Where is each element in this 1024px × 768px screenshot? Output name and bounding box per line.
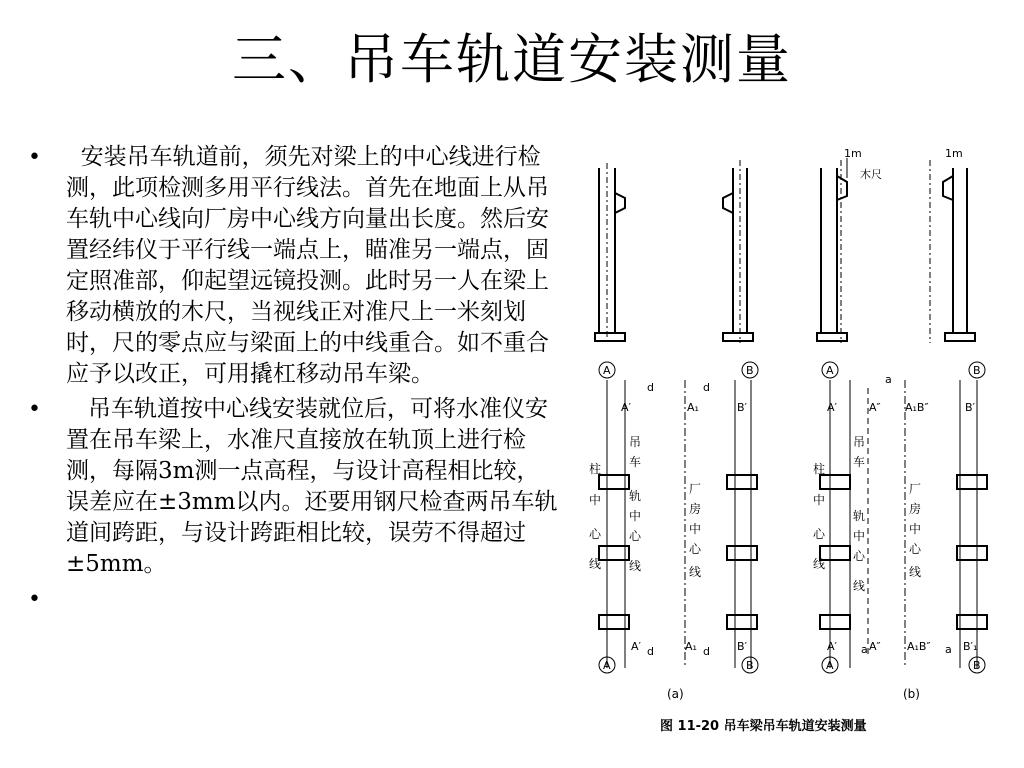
axis-a-top-b: A [826, 364, 834, 377]
crane-rail-survey-figure [585, 148, 1005, 748]
axis-b-top-a: B [746, 364, 754, 377]
one-meter-label-right: 1m [945, 148, 963, 160]
plant-cl-b-1: 厂 [909, 482, 922, 496]
axis-a-top-a: A [603, 364, 611, 377]
label-a-dprime-bottom: A″ [869, 640, 881, 653]
dim-d-bottom-right: d [703, 645, 710, 658]
label-a1-bottom: A₁ [685, 640, 697, 653]
dim-d-top-right: d [703, 381, 710, 394]
bullet-marker: • [28, 587, 41, 612]
label-a-prime-top-b: A′ [827, 401, 838, 414]
plant-cl-b-3: 中 [909, 522, 922, 536]
crane-rail-cl-b-4: 中 [853, 529, 866, 543]
column-cl-b-3: 心 [813, 527, 826, 541]
plan-view-b [820, 362, 987, 673]
crane-rail-cl-a-1: 吊 [629, 435, 642, 449]
label-b1-prime-bottom: B′₁ [963, 640, 978, 653]
label-a-prime-bottom-b: A′ [827, 640, 838, 653]
column-cl-a-2: 中 [589, 493, 602, 507]
plant-cl-b-5: 线 [909, 565, 922, 579]
bullet-marker: • [28, 397, 41, 422]
label-a-prime-bottom: A′ [631, 640, 642, 653]
dim-d-bottom-left: d [647, 645, 654, 658]
column-elevation-a-right [723, 160, 753, 343]
slide-title: 三、吊车轨道安装测量 [232, 28, 792, 91]
crane-rail-cl-a-3: 轨 [629, 489, 642, 503]
crane-rail-cl-a-6: 线 [629, 559, 642, 573]
crane-rail-cl-b-5: 心 [853, 549, 866, 563]
panel-b-label: (b) [903, 687, 920, 701]
wood-ruler-label: 木尺 [860, 168, 882, 181]
bullet-text-1: 安装吊车轨道前，须先对梁上的中心线进行检测，此项检测多用平行线法。首先在地面上从吊车轨中心线向厂房中心线方向量出长度。然后安置经纬仪于平行线一端点上，瞄准另一端点，固定照准部，仰起望远镜投测。此时另一人在梁上移动横放的木尺，当视线正对准尺上一米刻划时，尺的零点应与梁面上的中线重合。如不重合应予以改正，可用撬杠移动吊车梁。 [66, 144, 549, 387]
crane-rail-cl-b-1: 吊 [853, 435, 866, 449]
axis-b-top-b: B [973, 364, 981, 377]
column-cl-a-4: 线 [589, 557, 602, 571]
dim-d-top-left: d [647, 381, 654, 394]
label-b-prime-bottom: B′ [737, 640, 748, 653]
figure-diagram [585, 148, 1005, 748]
column-cl-b-4: 线 [813, 557, 826, 571]
plant-cl-a-2: 房 [689, 502, 702, 516]
crane-rail-cl-a-2: 车 [629, 455, 642, 469]
bullet-text-2: 吊车轨道按中心线安装就位后，可将水准仪安置在吊车梁上，水准尺直接放在轨顶上进行检测，每隔3m测一点高程，与设计高程相比较，误差应在±3mm以内。还要用钢尺检查两吊车轨道间跨距，与设计跨距相比较，误劳不得超过±5mm。 [66, 396, 558, 577]
label-b-prime-top: B′ [737, 401, 748, 414]
bullet-item-1 [28, 142, 558, 390]
dim-a-top: a [885, 373, 892, 386]
axis-a-bottom-a: A [603, 659, 611, 672]
crane-rail-cl-b-6: 线 [853, 579, 866, 593]
crane-rail-cl-b-3: 轨 [853, 509, 866, 523]
column-cl-a-3: 心 [589, 527, 602, 541]
plant-cl-a-1: 厂 [689, 482, 702, 496]
column-elevation-a-left [595, 163, 625, 343]
plant-cl-b-4: 心 [909, 542, 922, 556]
figure-caption: 图 11-20 吊车梁吊车轨道安装测量 [660, 719, 867, 734]
crane-rail-cl-a-4: 中 [629, 509, 642, 523]
bullet-item-2 [28, 394, 558, 580]
label-a-prime-top: A′ [621, 401, 632, 414]
column-elevation-b-left [817, 158, 847, 343]
label-b-prime-top-b: B′ [965, 401, 976, 414]
axis-a-bottom-b: A [826, 659, 834, 672]
label-a1-top: A₁ [687, 401, 699, 414]
column-cl-b-1: 柱 [813, 462, 826, 476]
label-a1-b-dprime-top: A₁B″ [905, 401, 929, 414]
crane-rail-cl-b-2: 车 [853, 455, 866, 469]
axis-b-bottom-b: B [973, 659, 981, 672]
column-cl-a-1: 柱 [589, 462, 602, 476]
panel-a-label: (a) [667, 687, 684, 701]
dim-a-bottom-right: a [945, 643, 952, 656]
label-a-dprime-top: A″ [869, 401, 881, 414]
one-meter-label-left: 1m [844, 148, 862, 160]
bullet-list [28, 142, 558, 612]
column-cl-b-2: 中 [813, 493, 826, 507]
dim-a-bottom-left: a [861, 643, 868, 656]
plant-cl-a-5: 线 [689, 565, 702, 579]
plant-cl-a-4: 心 [689, 542, 702, 556]
plant-cl-b-2: 房 [909, 502, 922, 516]
column-elevation-b-right [930, 160, 975, 343]
axis-b-bottom-a: B [746, 659, 754, 672]
bullet-marker: • [28, 145, 41, 170]
crane-rail-cl-a-5: 心 [629, 529, 642, 543]
label-a1-b-dprime-bottom: A₁B″ [907, 640, 931, 653]
plant-cl-a-3: 中 [689, 522, 702, 536]
